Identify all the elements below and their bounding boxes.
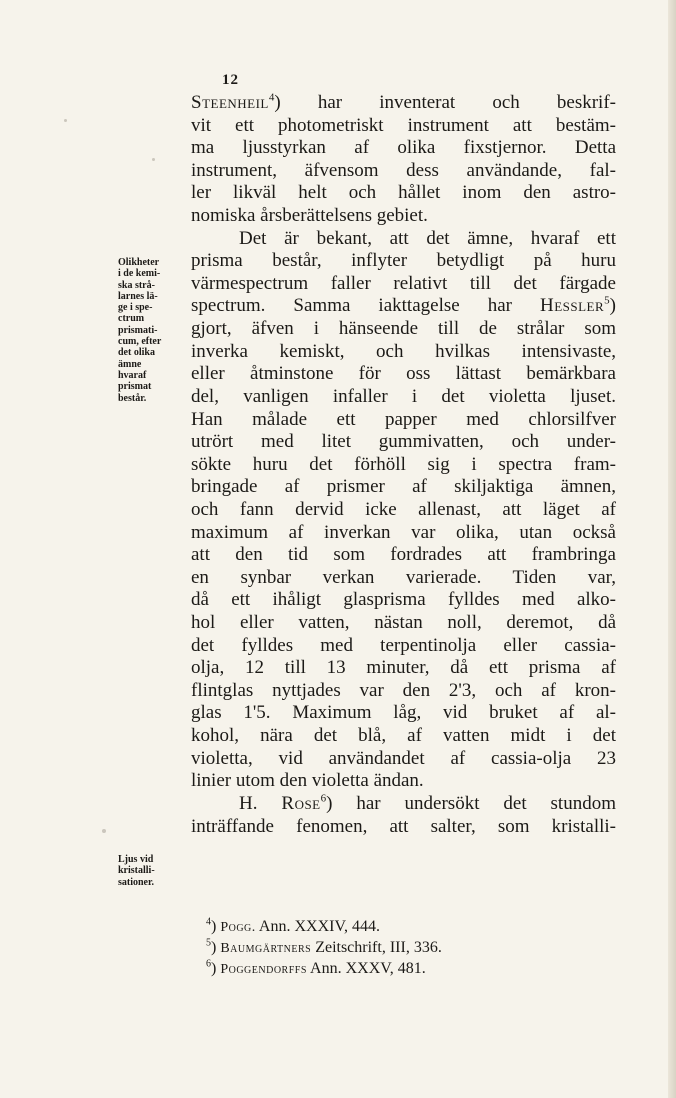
margin-note-line: Olikheter [118,257,160,268]
text-line [191,295,616,318]
ink-speck [102,829,106,833]
line-text: gjort, äfven i hänseende till de strålar som [191,318,616,340]
line-text: Det är bekant, att det ämne, hvaraf ett [239,227,616,249]
footnote-entry [206,958,586,979]
text-line [191,228,616,251]
footnote-entry [206,916,586,937]
text-line [191,273,616,296]
footnote-text: Ann. XXXIV, 444. [255,918,380,935]
author-name: Hessler [539,295,605,317]
page-number: 12 [222,72,239,88]
text-line [191,431,616,454]
text-line [191,409,616,432]
text-line [191,770,616,793]
margin-note-line: ämne [118,358,142,370]
page-edge [668,0,676,1098]
footnote-number: 5 [206,937,211,949]
line-text: nomiska årsberättelsens gebiet. [191,205,428,227]
line-text: värmespectrum faller relativt till det färgade [191,272,616,294]
margin-note-line: kristalli- [118,865,155,877]
margin-note-line: prismat [118,381,152,393]
footnote-source: Poggendorffs [220,962,307,977]
footnote-paren: ) [211,960,221,977]
ink-speck [64,119,67,122]
margin-note-ljus [118,854,198,888]
footnote-source: Baumgärtners [220,941,312,956]
text-line [191,115,616,138]
margin-note-line: ska strå- [118,279,155,291]
line-text: ma ljusstyrkan af olika fixstjernor. Detta [191,137,616,159]
margin-note-line: ge i spe- [118,302,153,314]
line-text: flintglas nyttjades var den 2'3, och af kron- [191,679,616,701]
line-text: ) [609,295,616,317]
line-text: glas 1'5. Maximum låg, vid bruket af al- [191,702,616,724]
text-line [191,793,616,816]
footnote-ref: 5 [604,295,610,308]
line-text: hol eller vatten, nästan noll, deremot, då [191,612,616,634]
text-line [191,454,616,477]
line-text: sökte huru det förhöll sig i spectra fram- [191,453,616,475]
line-text: då ett ihåligt glasprisma fylldes med alko- [191,589,616,611]
text-line [191,386,616,409]
margin-note-line: Ljus vid [118,854,154,865]
footnote-text: Ann. XXXV, 481. [306,960,426,977]
line-text: ) har inventerat och beskrif- [274,92,616,113]
text-line [191,250,616,273]
line-text: maximum af inverkan var olika, utan också [191,521,616,543]
line-text: instrument, äfvensom dess användande, fal- [191,159,616,181]
text-line [191,341,616,364]
author-name: Steenheil [191,92,269,113]
line-text: linier utom den violetta ändan. [191,770,424,792]
margin-note-olikheter [118,257,198,404]
line-text: kohol, nära det blå, af vatten midt i det [191,725,616,747]
text-line [191,476,616,499]
footnote-paren: ) [211,939,221,956]
text-line [191,567,616,590]
line-lead-text: H. [239,792,282,814]
footnote-ref: 6 [320,792,327,805]
margin-note-line: larnes lä- [118,290,158,302]
margin-note-line: består. [118,392,147,404]
line-text: det fylldes med terpentinolja eller cassia- [191,634,616,656]
line-lead-text: spectrum. Samma iakttagelse har [191,295,540,317]
line-text: del, vanligen infaller i det violetta ljuset. [191,385,616,407]
text-line [191,589,616,612]
text-line [191,725,616,748]
line-text: Han målade ett papper med chlorsilfver [191,408,616,430]
line-text: prisma består, inflyter betydligt på huru [191,250,616,272]
line-text: att den tid som fordrades att frambringa [191,544,616,566]
footnote-entry [206,937,586,958]
text-line [191,635,616,658]
line-text: vit ett photometriskt instrument att bestäm- [191,114,616,136]
text-line [191,137,616,160]
text-line [191,92,616,115]
line-text: inverka kemiskt, och hvilkas intensivaste, [191,340,616,362]
line-text: en synbar verkan varierade. Tiden var, [191,566,616,588]
text-line [191,182,616,205]
footnote-text: Zeitschrift, III, 336. [311,939,442,956]
text-line [191,816,616,839]
author-name: Rose [281,792,321,814]
line-text: bringade af prismer af skiljaktiga ämnen, [191,476,616,498]
text-line [191,363,616,386]
text-line [191,522,616,545]
line-text: eller åtminstone för oss lättast bemärkbara [191,363,616,385]
line-text: utrört med litet gummivatten, och under- [191,431,616,453]
text-line [191,702,616,725]
text-line [191,499,616,522]
text-line [191,318,616,341]
line-text: violetta, vid användandet af cassia-olja 23 [191,747,616,769]
text-line [191,748,616,771]
body-text [191,92,616,838]
line-text: ) har undersökt det stundom [326,792,616,814]
line-text: och fann dervid icke allenast, att läget af [191,498,616,520]
footnotes [206,916,586,979]
footnote-number: 4 [206,916,211,928]
line-text: olja, 12 till 13 minuter, då ett prisma af [191,657,616,679]
margin-note-line: prismati- [118,324,158,336]
text-line [191,160,616,183]
footnote-ref: 4 [268,91,275,104]
margin-note-line: hvaraf [118,369,147,381]
footnote-source: Pogg. [220,920,256,935]
margin-note-line: det olika [118,347,155,359]
text-line [191,612,616,635]
text-line [191,544,616,567]
margin-note-line: i de kemi- [118,268,161,280]
footnote-number: 6 [206,958,211,970]
text-line [191,205,616,228]
ink-speck [152,158,155,161]
footnote-paren: ) [211,918,221,935]
line-text: inträffande fenomen, att salter, som kristalli- [191,815,616,837]
margin-note-line: ctrum [118,313,145,325]
line-text: ler likväl helt och hållet inom den astro- [191,182,616,204]
text-line [191,680,616,703]
margin-note-line: cum, efter [118,336,162,348]
text-line [191,657,616,680]
margin-note-line: sationer. [118,876,155,888]
